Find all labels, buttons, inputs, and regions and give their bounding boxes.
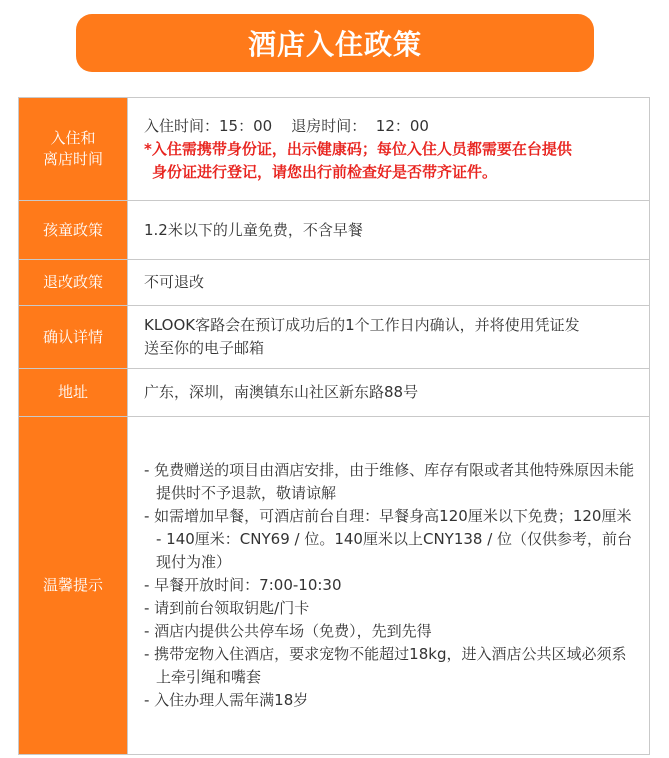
label-confirm: 确认详情 [19,306,128,369]
title-banner [76,14,594,72]
page-title: 酒店入住政策 [247,28,422,61]
label-tips: 温馨提示 [19,417,128,755]
row-checkin [19,98,650,201]
content-children: 1.2米以下的儿童免费，不含早餐 [128,201,650,260]
content-address: 广东，深圳，南澳镇东山社区新东路88号 [128,369,650,417]
content-refund: 不可退改 [128,260,650,306]
row-address [19,369,650,417]
label-children: 孩童政策 [19,201,128,260]
tip-item: - 如需增加早餐，可酒店前台自理：早餐身高120厘米以下免费；120厘米 - 140厘米：CNY69 / 位。140厘米以上CNY138 / 位（仅供参考，前台现付为准） [144,507,633,571]
tip-item: - 携带宠物入住酒店，要求宠物不能超过18kg，进入酒店公共区域必须系上牵引绳和嘴套 [144,645,627,686]
row-refund [19,260,650,306]
row-confirm [19,306,650,369]
tip-item: - 免费赠送的项目由酒店安排，由于维修、库存有限或者其他特殊原因未能提供时不予退款，敬请谅解 [144,461,635,502]
content-tips [128,417,650,755]
row-tips [19,417,650,755]
label-checkin-line-2: 离店时间 [42,150,103,168]
confirm-text-line-1: KLOOK客路会在预订成功后的1个工作日内确认，并将使用凭证发 [144,316,580,334]
label-address: 地址 [19,369,128,417]
tip-item: - 酒店内提供公共停车场（免费），先到先得 [144,622,432,640]
tip-item: - 请到前台领取钥匙/门卡 [144,599,310,617]
content-confirm [128,306,650,369]
checkin-times: 入住时间：15：00 退房时间： 12：00 [144,116,429,135]
label-checkin-line-1: 入住和 [50,129,96,147]
checkin-warning-line-2: 身份证进行登记，请您出行前检查好是否带齐证件。 [152,162,498,181]
confirm-text-line-2: 送至你的电子邮箱 [144,339,265,357]
row-children [19,201,650,260]
label-checkin [19,98,128,201]
checkin-warning-line-1: *入住需携带身份证，出示健康码；每位入住人员都需要在台提供 [144,139,572,158]
label-refund: 退改政策 [19,260,128,306]
tip-item: - 早餐开放时间：7:00-10:30 [144,576,342,594]
tip-item: - 入住办理人需年满18岁 [144,691,309,709]
content-checkin [128,98,650,201]
policy-table [18,97,650,755]
